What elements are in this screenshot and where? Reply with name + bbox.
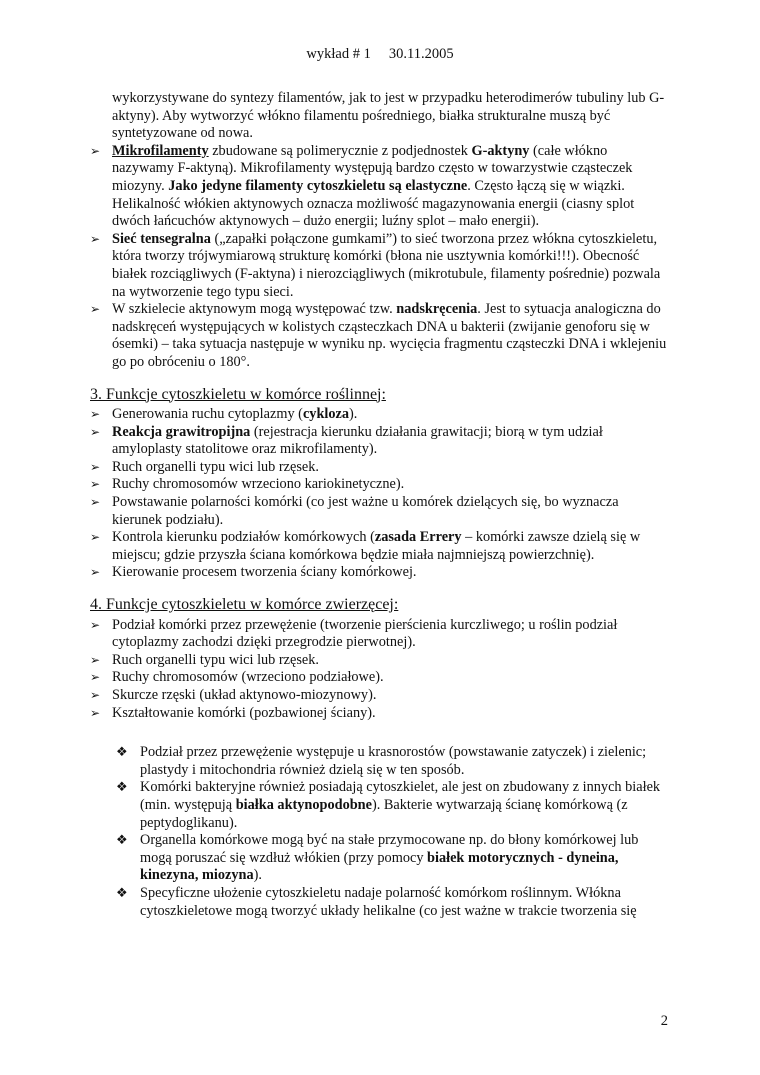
section-4-list bbox=[90, 617, 670, 723]
list-item bbox=[116, 885, 670, 920]
text-segment: Organella komórkowe mogą być na stałe przymocowane np. do błony komórkowej lub mogą poruszać się wzdłuż włókien (przy pomocy bbox=[140, 832, 639, 866]
notes-list bbox=[116, 744, 670, 920]
arrow-bullet-icon: ➢ bbox=[90, 302, 101, 317]
list-item bbox=[90, 143, 670, 231]
text-segment: ). bbox=[349, 406, 358, 423]
arrow-bullet-icon: ➢ bbox=[90, 530, 101, 545]
diamond-bullet-icon: ❖ bbox=[116, 885, 128, 901]
list-item bbox=[90, 529, 670, 564]
page-header bbox=[0, 46, 760, 63]
list-item bbox=[90, 231, 670, 301]
text-segment: wykorzystywane do syntezy filamentów, jak to jest w przypadku heterodimerów tubuliny lub G-aktyny). Aby wytworzyć włókno filamentu pośredniego, białka strukturalne muszą być syntetyzowane od nowa. bbox=[112, 90, 665, 142]
section-3-heading: 3. Funkcje cytoszkieletu w komórce roślinnej: bbox=[90, 385, 386, 403]
arrow-bullet-icon: ➢ bbox=[90, 231, 101, 246]
arrow-bullet-icon: ➢ bbox=[90, 495, 101, 510]
text-segment: Specyficzne ułożenie cytoszkieletu nadaje polarność komórkom roślinnym. Włókna cytoszkieletowe mogą tworzyć układy helikalne (co jest ważne w trakcie tworzenia się bbox=[140, 884, 637, 919]
text-segment: ). bbox=[253, 867, 262, 884]
bullet-list-cytoskeleton bbox=[90, 143, 670, 372]
arrow-bullet-icon: ➢ bbox=[90, 617, 101, 632]
arrow-bullet-icon: ➢ bbox=[90, 143, 101, 158]
header-title: wykład # 1 bbox=[306, 46, 371, 62]
list-item bbox=[90, 669, 670, 687]
bold-text: Sieć tensegralna bbox=[112, 230, 211, 247]
arrow-bullet-icon: ➢ bbox=[90, 688, 101, 702]
text-segment: („zapałki połączone gumkami”) to sieć tworzona przez włókna cytoszkieletu, która tworzy trójwymiarową strukturę komórki (błona nie usztywnia komórki!!!). Obecność białek rozciągliwych (F-aktyna) i nierozciągliwych (mikrotubule, filamenty pośrednie) pozwala na wytworzenie tego typu sieci. bbox=[112, 230, 661, 300]
text-segment: W szkielecie aktynowym mogą występować tzw. bbox=[112, 301, 397, 318]
text-segment: Skurcze rzęski (układ aktynowo-miozynowy). bbox=[112, 687, 377, 703]
page-number: 2 bbox=[660, 1013, 668, 1029]
text-segment: Ruchy chromosomów (wrzeciono podziałowe). bbox=[112, 669, 384, 686]
arrow-bullet-icon: ➢ bbox=[90, 652, 101, 667]
text-segment: Ruchy chromosomów wrzeciono kariokinetyczne). bbox=[112, 476, 405, 493]
list-item bbox=[90, 705, 670, 723]
text-segment: zbudowane są polimerycznie z podjednostek bbox=[208, 142, 472, 159]
text-segment: Generowania ruchu cytoplazmy ( bbox=[112, 406, 303, 423]
bold-text: Mikrofilamenty bbox=[112, 142, 209, 159]
text-segment: . Często łączą się w wiązki. Helikalność włókien aktynowych oznacza możliwość magazynowania energii (ciasny splot dwóch łańcuchów aktynowych – dużo energii; luźny splot – mało energii). bbox=[112, 177, 635, 230]
arrow-bullet-icon: ➢ bbox=[90, 705, 101, 720]
text-segment: Podział przez przewężenie występuje u krasnorostów (powstawanie zatyczek) i zielenic; plastydy i mitochondria również dzielą się w ten sposób. bbox=[140, 744, 647, 778]
list-item bbox=[90, 564, 670, 582]
arrow-bullet-icon: ➢ bbox=[90, 407, 101, 422]
text-segment: Kształtowanie komórki (pozbawionej ściany). bbox=[112, 704, 376, 721]
bold-text: białka aktynopodobne bbox=[235, 796, 372, 813]
diamond-bullet-icon: ❖ bbox=[116, 833, 128, 849]
list-item bbox=[116, 744, 670, 779]
bold-text: białek motorycznych - dyneina, kinezyna, miozyna bbox=[140, 849, 619, 884]
text-segment: Ruch organelli typu wici lub rzęsek. bbox=[112, 651, 319, 668]
list-item bbox=[90, 617, 670, 652]
list-item bbox=[90, 301, 670, 371]
list-item bbox=[90, 459, 670, 477]
section-3-list bbox=[90, 406, 670, 582]
text-segment: (rejestracja kierunku działania grawitacji; biorą w tym udział amyloplasty statolitowe oraz mikrofilamenty). bbox=[112, 423, 603, 458]
text-segment: (całe włókno nazywamy F-aktyną). Mikrofilamenty występują bardzo często w towarzystwie cząsteczek miozyny. bbox=[112, 142, 633, 194]
bold-text: zasada Errery bbox=[374, 529, 462, 546]
text-segment: Podział komórki przez przewężenie (tworzenie pierścienia kurczliwego; u roślin podział cytoplazmy zachodzi dzięki przegrodzie pierwotnej). bbox=[112, 616, 618, 651]
text-segment: Kierowanie procesem tworzenia ściany komórkowej. bbox=[112, 564, 417, 581]
list-item bbox=[116, 832, 670, 885]
bold-text: Reakcja grawitropijna bbox=[112, 423, 251, 440]
bold-text: nadskręcenia bbox=[396, 301, 478, 318]
text-segment: – komórki zawsze dzielą się w miejscu; gdzie przyszła ściana komórkowa będzie miała najmniejszą powierzchnię). bbox=[112, 529, 641, 563]
bold-text: cykloza bbox=[302, 406, 350, 423]
list-item bbox=[90, 494, 670, 529]
header-date: 30.11.2005 bbox=[388, 46, 454, 62]
text-segment: Ruch organelli typu wici lub rzęsek. bbox=[112, 458, 319, 475]
arrow-bullet-icon: ➢ bbox=[90, 459, 101, 474]
arrow-bullet-icon: ➢ bbox=[90, 670, 101, 685]
diamond-bullet-icon: ❖ bbox=[116, 780, 128, 796]
section-4-heading: 4. Funkcje cytoszkieletu w komórce zwierzęcej: bbox=[90, 596, 399, 614]
list-item bbox=[90, 476, 670, 494]
list-item bbox=[90, 406, 670, 424]
arrow-bullet-icon: ➢ bbox=[90, 424, 101, 439]
list-item bbox=[90, 687, 670, 705]
text-segment: ). Bakterie wytwarzają ścianę komórkową (z peptydoglikanu). bbox=[140, 796, 628, 831]
diamond-bullet-icon: ❖ bbox=[116, 745, 128, 761]
list-item bbox=[90, 652, 670, 670]
text-segment: . Jest to sytuacja analogiczna do nadskręceń występujących w kolistych cząsteczkach DNA u bakterii (zwijanie genoforu się w ósemki) – taka sytuacja następuje w wyniku np. wycięcia fragmentu cząsteczki DNA i wklejeniu go po obróceniu o 180°. bbox=[112, 301, 667, 370]
intro-paragraph bbox=[112, 90, 670, 143]
text-segment: Komórki bakteryjne również posiadają cytoszkielet, ale jest on zbudowany z innych białek (min. występują bbox=[140, 779, 661, 813]
text-segment: Kontrola kierunku podziałów komórkowych ( bbox=[112, 529, 375, 546]
text-segment: Powstawanie polarności komórki (co jest ważne u komórek dzielących się, bo wyznacza kierunek podziału). bbox=[112, 494, 619, 528]
arrow-bullet-icon: ➢ bbox=[90, 477, 101, 492]
list-item bbox=[90, 424, 670, 459]
bold-text: G-aktyny bbox=[471, 142, 530, 159]
arrow-bullet-icon: ➢ bbox=[90, 565, 101, 580]
document-body bbox=[90, 90, 670, 920]
bold-text: Jako jedyne filamenty cytoszkieletu są elastyczne bbox=[168, 177, 468, 194]
list-item bbox=[116, 779, 670, 832]
